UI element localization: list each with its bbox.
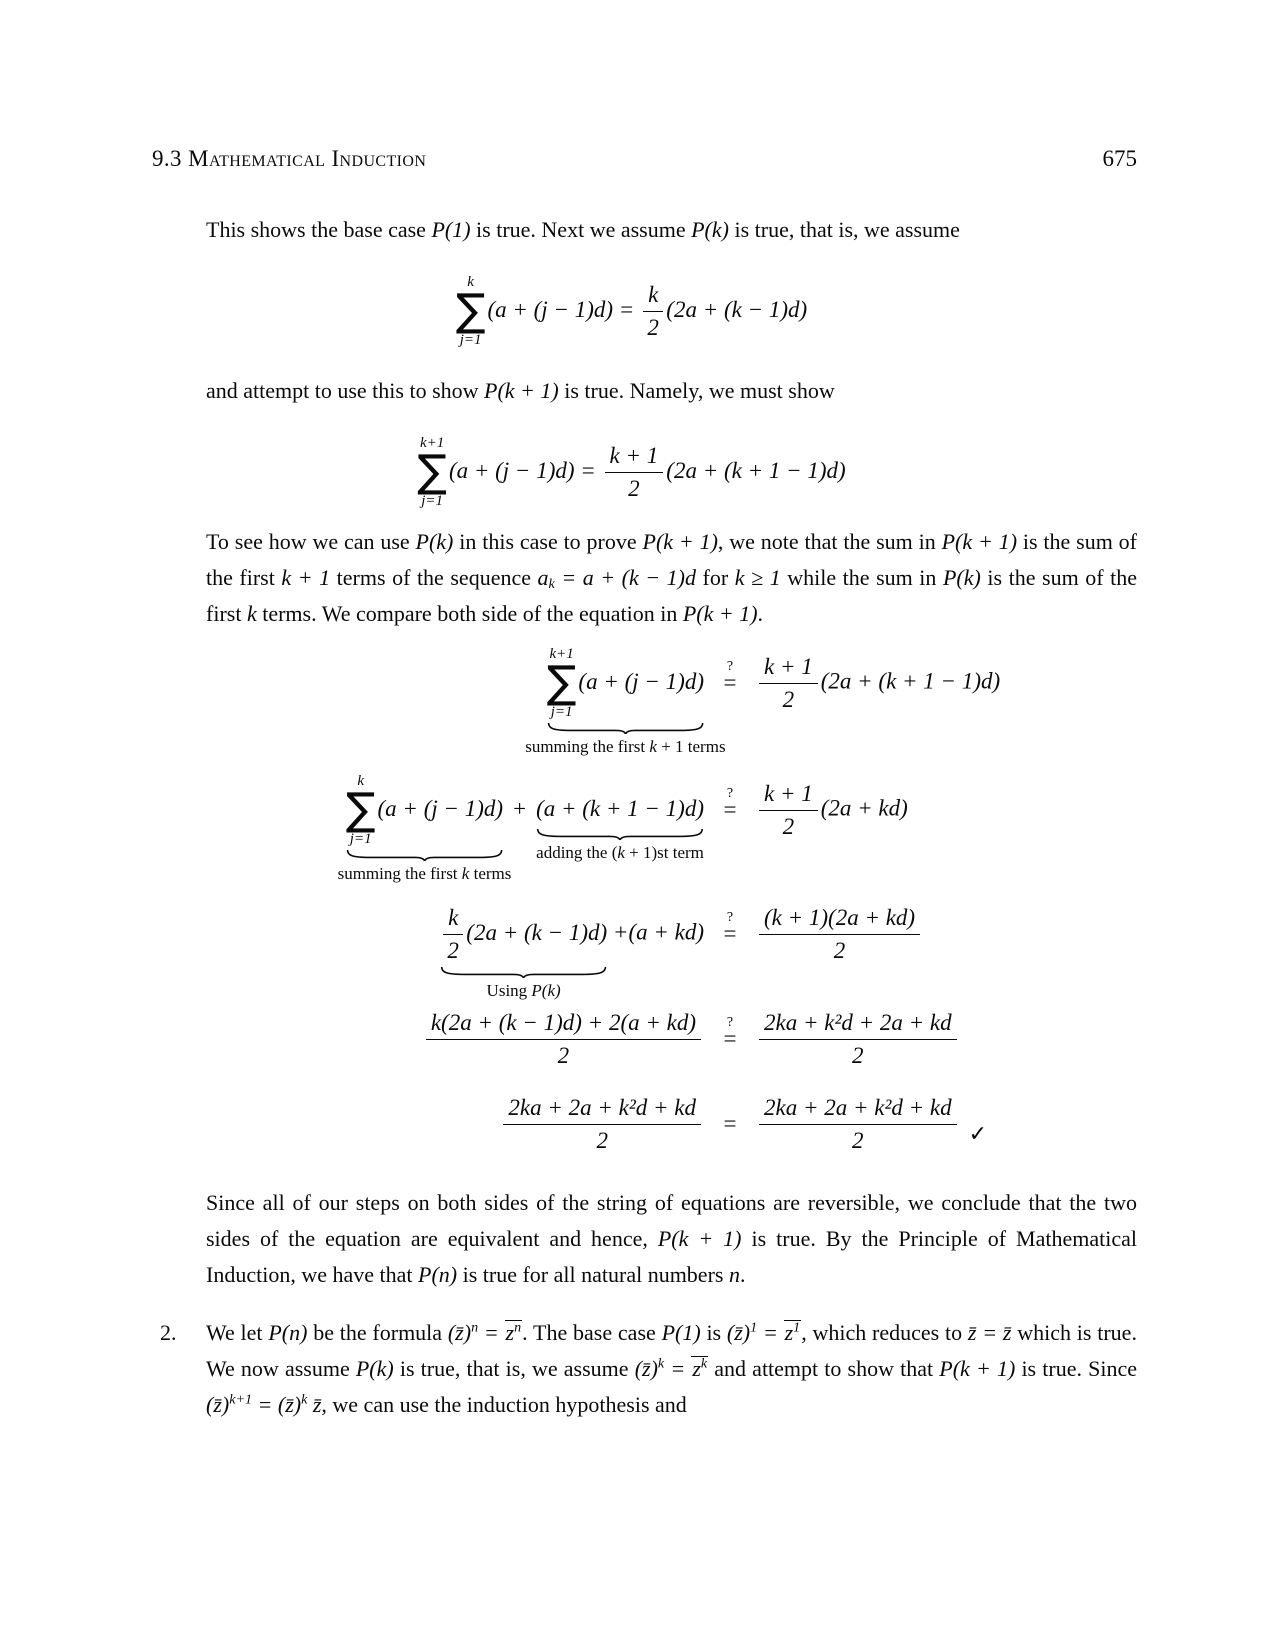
text-segment: is true, that is, we assume	[728, 217, 960, 242]
text-segment: which is true. We now assume	[206, 1319, 1137, 1381]
sigma-icon: ∑	[417, 446, 447, 498]
math-segment: =	[478, 1319, 505, 1345]
row4-relation	[704, 1015, 756, 1057]
math-segment: $z^n$	[505, 1319, 522, 1345]
derivation-block	[152, 646, 1137, 1155]
paragraph-conclusion	[152, 1185, 1137, 1293]
math-segment: k + 1	[281, 564, 331, 590]
underbrace-label	[536, 843, 704, 863]
underbraced-group	[440, 904, 608, 1000]
fraction	[759, 1094, 957, 1155]
math-segment: k	[617, 842, 625, 862]
underbraced-group	[536, 791, 704, 862]
math-segment: P(n)	[268, 1319, 308, 1345]
equals	[724, 1106, 737, 1142]
math-segment: P(k + 1)	[642, 528, 718, 554]
row4-rhs	[756, 1009, 1137, 1070]
equals-sign: =	[723, 1111, 737, 1137]
fraction	[759, 904, 920, 965]
math-segment: k	[649, 736, 657, 756]
fraction-denominator: 2	[782, 687, 795, 713]
text-segment: Using	[486, 980, 532, 1000]
derivation-row-5	[152, 1094, 1137, 1155]
sum-body: (a + (j − 1)d)	[377, 795, 504, 821]
text-segment: + 1 terms	[656, 736, 726, 756]
row3-lhs	[152, 904, 704, 1000]
row2-relation	[704, 786, 756, 828]
sum-expression	[546, 645, 704, 720]
item-2-text	[206, 1315, 1137, 1423]
derivation-row-2	[152, 772, 1137, 883]
underbraced-group	[525, 645, 726, 756]
row1-rhs	[756, 653, 1137, 714]
plus-sign: +	[513, 795, 527, 821]
equals-sign: =	[723, 921, 737, 947]
underbrace-label	[338, 864, 512, 884]
text-segment: This shows the base case	[206, 217, 432, 242]
text-segment: is true, that is, we assume	[393, 1355, 635, 1381]
text-segment: .	[757, 600, 764, 626]
list-item-2	[152, 1315, 1137, 1423]
question-mark: ?	[726, 786, 734, 802]
derivation-row-1	[152, 645, 1137, 756]
row5-lhs	[152, 1094, 704, 1155]
question-mark: ?	[726, 1015, 734, 1031]
derivation-row-3	[152, 904, 1137, 1000]
fraction-denominator: 2	[647, 315, 659, 341]
text-segment: while the sum in	[780, 564, 943, 590]
math-segment: =	[757, 1319, 784, 1345]
fraction-denominator: 2	[596, 1128, 608, 1154]
equation-line	[455, 274, 808, 348]
fraction-numerator: k + 1	[759, 780, 818, 811]
fraction	[503, 1094, 701, 1155]
sigma-icon: ∑	[345, 784, 376, 836]
math-segment: P(k)	[942, 564, 981, 590]
fraction-denominator: 2	[557, 1043, 570, 1069]
fraction-numerator: k(2a + (k − 1)d) + 2(a + kd)	[426, 1009, 701, 1040]
page-header	[152, 0, 1137, 172]
math-segment: (z̄)$^k$	[277, 1391, 308, 1417]
sum-operator	[456, 274, 486, 349]
fraction-numerator: k	[643, 281, 663, 312]
text-segment: .	[739, 1261, 746, 1287]
text-segment: is true for all natural numbers	[457, 1261, 729, 1287]
sum-body: (a + (j − 1)d) =	[448, 457, 602, 483]
math-segment: (z̄)$^{k+1}$	[206, 1391, 253, 1417]
text-segment: is the sum of the first	[206, 564, 1137, 626]
sum-body: (a + (j − 1)d) =	[487, 296, 641, 322]
questioned-equals	[723, 910, 737, 952]
underbrace-label	[487, 981, 561, 1001]
underbrace-icon	[536, 829, 704, 840]
text-segment: Since all of our steps on both sides of the string of equations are reversible, we conclude that the two sides of the equation are equivalent and hence,	[206, 1189, 1137, 1251]
underbrace-icon	[547, 723, 704, 734]
text-segment: is true. Since	[1015, 1355, 1137, 1381]
text-segment: is true. By the Principle of Mathematical Induction, we have that	[206, 1225, 1137, 1287]
page-content	[152, 212, 1137, 1423]
paragraph-base-case	[152, 212, 1137, 248]
row2-lhs	[152, 772, 704, 883]
questioned-equals	[723, 1015, 737, 1057]
text-segment: + 1)st term	[624, 842, 704, 862]
row5-rhs	[756, 1094, 1137, 1155]
text-segment: To see how we can use	[206, 528, 416, 554]
equation-tail: (2a + (k − 1)d)	[466, 919, 608, 945]
pk-expression	[440, 904, 608, 964]
section-title: 9.3 Mathematical Induction	[152, 146, 427, 171]
row5-relation	[704, 1106, 756, 1142]
fraction-denominator: 2	[447, 938, 459, 964]
equation-tail: (2a + (k + 1 − 1)d)	[820, 668, 1001, 694]
text-segment: , which reduces to	[801, 1319, 968, 1345]
math-segment: P(k + 1)	[657, 1225, 742, 1251]
text-segment: is	[700, 1319, 727, 1345]
math-segment: P(k)	[355, 1355, 394, 1381]
text-segment: terms of the sequence	[330, 564, 538, 590]
fraction-numerator: 2ka + 2a + k²d + kd	[759, 1094, 957, 1125]
equals-sign: =	[723, 797, 737, 823]
math-segment: P(1)	[661, 1319, 701, 1345]
sigma-icon: ∑	[455, 285, 486, 337]
math-segment: P(1)	[431, 217, 471, 242]
text-segment: , we can use the induction hypothesis and	[321, 1391, 687, 1417]
math-segment: $z^k$	[692, 1355, 708, 1381]
math-segment: P(n)	[418, 1261, 458, 1287]
equals-sign: =	[723, 670, 737, 696]
sum-upper-limit: k	[357, 772, 365, 789]
fraction	[759, 1009, 957, 1070]
math-segment: (z̄)$^1$	[726, 1319, 758, 1345]
fraction-numerator: k + 1	[605, 442, 664, 473]
text-segment: for	[696, 564, 735, 590]
underbrace-annotation	[536, 827, 704, 863]
underbraced-group	[337, 772, 512, 883]
sigma-icon: ∑	[546, 657, 577, 709]
underbrace-icon	[346, 850, 503, 861]
text-segment: be the formula	[307, 1319, 448, 1345]
sum-operator	[417, 435, 447, 510]
text-segment: , we note that the sum in	[717, 528, 942, 554]
math-segment: $a_k$	[537, 564, 555, 592]
equation-line	[417, 434, 846, 509]
fraction-numerator: k + 1	[759, 653, 818, 684]
text-segment: terms	[469, 863, 512, 883]
math-segment: $z^1$	[784, 1319, 801, 1345]
equation-to-show	[152, 435, 1137, 510]
question-mark: ?	[726, 659, 734, 675]
underbrace-annotation	[440, 965, 607, 1001]
text-segment: is true. Next we assume	[470, 217, 692, 242]
math-segment: k	[461, 863, 470, 883]
underbrace-annotation	[525, 721, 726, 757]
fraction	[759, 653, 818, 714]
questioned-equals	[723, 786, 737, 828]
math-segment: z̄ = z̄	[967, 1319, 1012, 1345]
math-segment: P(k + 1)	[682, 600, 758, 626]
sum-lower-limit: j=1	[421, 492, 444, 509]
fraction-denominator: 2	[852, 1128, 864, 1154]
text-segment: We let	[206, 1319, 269, 1345]
row2-rhs	[756, 780, 1137, 841]
math-segment: z̄	[307, 1391, 322, 1417]
math-segment: =	[664, 1355, 692, 1381]
fraction-numerator: (k + 1)(2a + kd)	[759, 904, 920, 935]
sum-expression	[345, 772, 504, 847]
math-segment: =	[252, 1391, 278, 1417]
math-segment: n	[728, 1261, 740, 1287]
math-segment: P(k)	[415, 528, 454, 554]
sum-upper-limit: k+1	[549, 645, 574, 662]
math-segment: P(k)	[691, 217, 729, 242]
underbrace-label	[525, 737, 725, 757]
math-segment: k ≥ 1	[734, 564, 781, 590]
math-segment: = a + (k − 1)d	[554, 564, 697, 590]
fraction-denominator: 2	[833, 938, 846, 964]
paragraph-compare	[152, 524, 1137, 632]
added-term: (a + (k + 1 − 1)d)	[536, 795, 704, 821]
fraction	[426, 1009, 701, 1070]
item-number: 2.	[160, 1319, 177, 1345]
paragraph-attempt	[152, 373, 1137, 409]
math-segment: P(k + 1)	[484, 377, 559, 403]
row3-rhs	[756, 904, 1137, 965]
equation-tail: (2a + (k − 1)d)	[666, 296, 808, 322]
math-segment: P(k + 1)	[941, 528, 1018, 554]
fraction-denominator: 2	[852, 1043, 864, 1069]
fraction	[643, 281, 663, 342]
row4-lhs	[152, 1009, 704, 1070]
fraction-denominator: 2	[628, 476, 640, 502]
sum-lower-limit: j=1	[349, 830, 372, 847]
sum-body: (a + (j − 1)d)	[578, 668, 704, 694]
row3-relation	[704, 910, 756, 952]
text-segment: summing the first	[525, 736, 650, 756]
fraction-numerator: k	[443, 904, 463, 935]
equation-tail: (2a + kd)	[820, 795, 908, 821]
math-segment: P(k + 1)	[939, 1355, 1016, 1381]
sum-upper-limit: k	[467, 274, 474, 290]
fraction-numerator: 2ka + 2a + k²d + kd	[503, 1094, 701, 1125]
fraction	[605, 442, 664, 503]
text-segment: and attempt to show that	[708, 1355, 940, 1381]
question-mark: ?	[726, 910, 734, 926]
equation-induction-hypothesis	[152, 274, 1137, 349]
text-segment: is true. Namely, we must show	[558, 377, 835, 403]
fraction-denominator: 2	[782, 814, 795, 840]
math-segment: P(k)	[531, 980, 561, 1000]
derivation-row-4	[152, 1009, 1137, 1070]
sum-lower-limit: j=1	[550, 703, 573, 720]
added-term: +(a + kd)	[607, 919, 704, 945]
text-segment: terms. We compare both side of the equation in	[256, 600, 683, 626]
equals-sign: =	[723, 1026, 737, 1052]
underbrace-icon	[440, 967, 607, 978]
sum-operator	[346, 773, 376, 848]
text-segment: adding the (	[536, 842, 618, 862]
checkmark-icon: ✓	[968, 1122, 988, 1148]
fraction-numerator: 2ka + k²d + 2a + kd	[759, 1009, 957, 1040]
text-segment: and attempt to use this to show	[206, 377, 485, 403]
sum-lower-limit: j=1	[459, 331, 482, 348]
fraction	[759, 780, 818, 841]
row1-lhs	[152, 645, 726, 756]
page-number: 675	[1102, 146, 1137, 171]
math-segment: (z̄)$^k$	[634, 1355, 665, 1381]
math-segment: (z̄)$^n$	[447, 1319, 479, 1345]
text-segment: is the sum of the first	[206, 528, 1138, 590]
text-segment: . The base case	[522, 1319, 662, 1345]
sum-upper-limit: k+1	[419, 434, 445, 451]
fraction	[443, 904, 463, 965]
sum-operator	[547, 646, 577, 721]
text-segment: in this case to prove	[453, 528, 643, 554]
questioned-equals	[723, 659, 737, 701]
underbrace-annotation	[337, 848, 512, 884]
row1-relation	[704, 659, 756, 701]
math-segment: k	[246, 600, 257, 626]
equation-tail: (2a + (k + 1 − 1)d)	[666, 457, 846, 483]
text-segment: summing the first	[337, 863, 462, 883]
